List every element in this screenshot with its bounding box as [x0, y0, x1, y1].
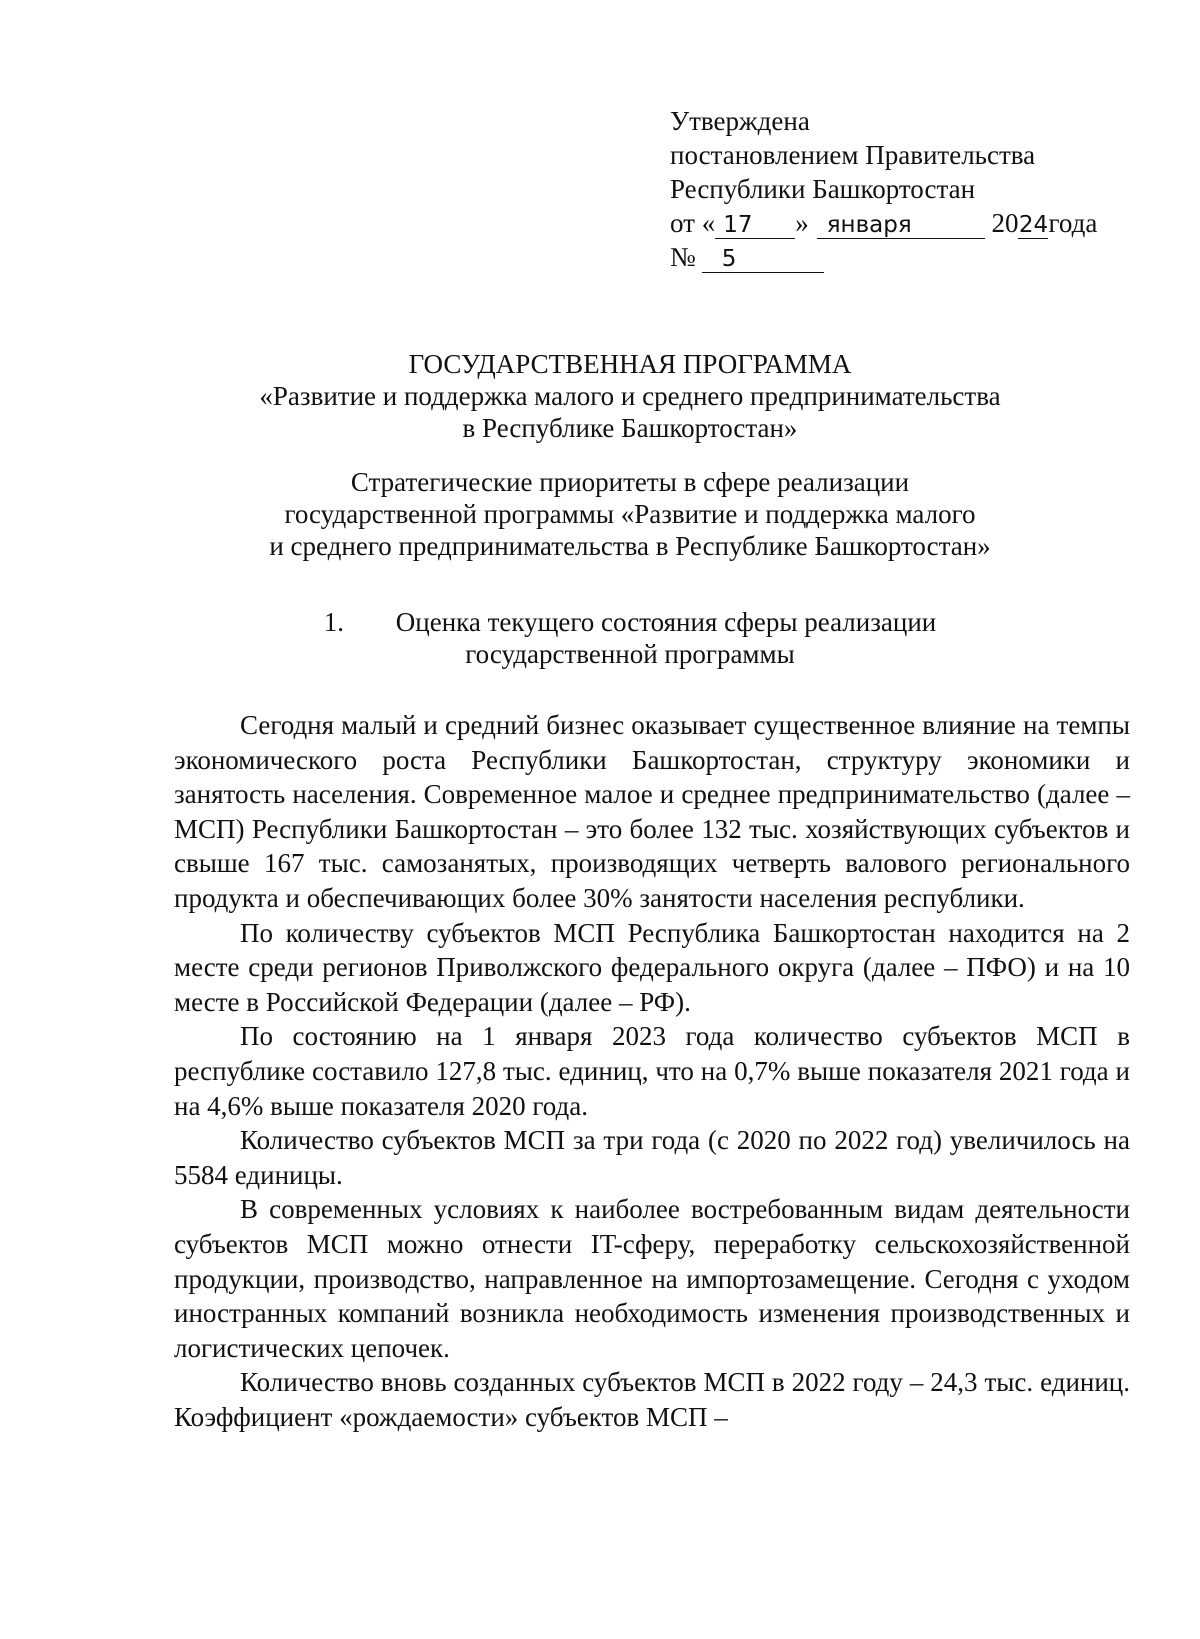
date-month-field: января	[817, 212, 985, 239]
approval-line-2: постановлением Правительства	[670, 140, 1036, 170]
approval-number-line	[670, 240, 1140, 274]
section-heading	[150, 606, 1110, 670]
approval-line-1: Утверждена	[670, 106, 810, 136]
program-title-line-1: ГОСУДАРСТВЕННАЯ ПРОГРАММА	[408, 349, 852, 379]
date-prefix: от «	[670, 208, 716, 238]
paragraph: По количеству субъектов МСП Республика Башкортостан находится на 2 месте среди регионов Приволжского федерального округа (далее – ПФО) и на 10 месте в Российской Федерации (далее – РФ).	[174, 917, 1130, 1017]
section-heading-line-1	[150, 606, 1110, 638]
date-suffix: года	[1048, 208, 1098, 238]
subtitle-line-1: Стратегические приоритеты в сфере реализации	[350, 467, 910, 497]
program-title-line-3: в Республике Башкортостан»	[462, 413, 798, 443]
paragraph: Сегодня малый и средний бизнес оказывает существенное влияние на темпы экономического роста Республики Башкортостан, структуру экономики и занятость населения. Современное малое и среднее предпринимательство (далее – МСП) Республики Башкортостан – это более 132 тыс. хозяйствующих субъектов и свыше 167 тыс. самозанятых, производящих четверть валового регионального продукта и обеспечивающих более 30% занятости населения республики.	[174, 710, 1130, 913]
program-title-line-2: «Развитие и поддержка малого и среднего предпринимательства	[259, 381, 1001, 411]
subtitle-line-3: и среднего предпринимательства в Республике Башкортостан»	[269, 531, 991, 561]
approval-line-3: Республики Башкортостан	[670, 174, 976, 204]
section-title-line-2: государственной программы	[465, 639, 795, 669]
approval-date-line	[670, 206, 1140, 240]
subtitle-line-2: государственной программы «Развитие и поддержка малого	[284, 499, 976, 529]
number-prefix: №	[670, 242, 696, 272]
date-year-prefix: 20	[991, 208, 1019, 238]
paragraph: По состоянию на 1 января 2023 года количество субъектов МСП в республике составило 127,8 тыс. единиц, что на 0,7% выше показателя 2021 года и на 4,6% выше показателя 2020 года.	[174, 1021, 1130, 1121]
date-day-field: 17	[715, 212, 795, 239]
program-title	[150, 348, 1110, 444]
paragraph: Количество субъектов МСП за три года (с 2020 по 2022 год) увеличилось на 5584 единицы.	[174, 1125, 1130, 1190]
date-year-field: 24	[1018, 212, 1049, 238]
approval-block	[670, 104, 1140, 274]
section-title-line-1: Оценка текущего состояния сферы реализации	[395, 607, 937, 637]
section-number: 1.	[323, 607, 345, 637]
paragraph: В современных условиях к наиболее востребованным видам деятельности субъектов МСП можно отнести IT-сферу, переработку сельскохозяйственной продукции, производство, направленное на импортозамещение. Сегодня с уходом иностранных компаний возникла необходимость изменения производственных и логистических цепочек.	[174, 1194, 1130, 1363]
program-subtitle	[150, 466, 1110, 562]
body-text	[174, 708, 1130, 1434]
number-field: 5	[702, 246, 824, 273]
paragraph: Количество вновь созданных субъектов МСП в 2022 году – 24,3 тыс. единиц. Коэффициент «рождаемости» субъектов МСП –	[174, 1367, 1130, 1432]
date-mid: »	[795, 208, 809, 238]
